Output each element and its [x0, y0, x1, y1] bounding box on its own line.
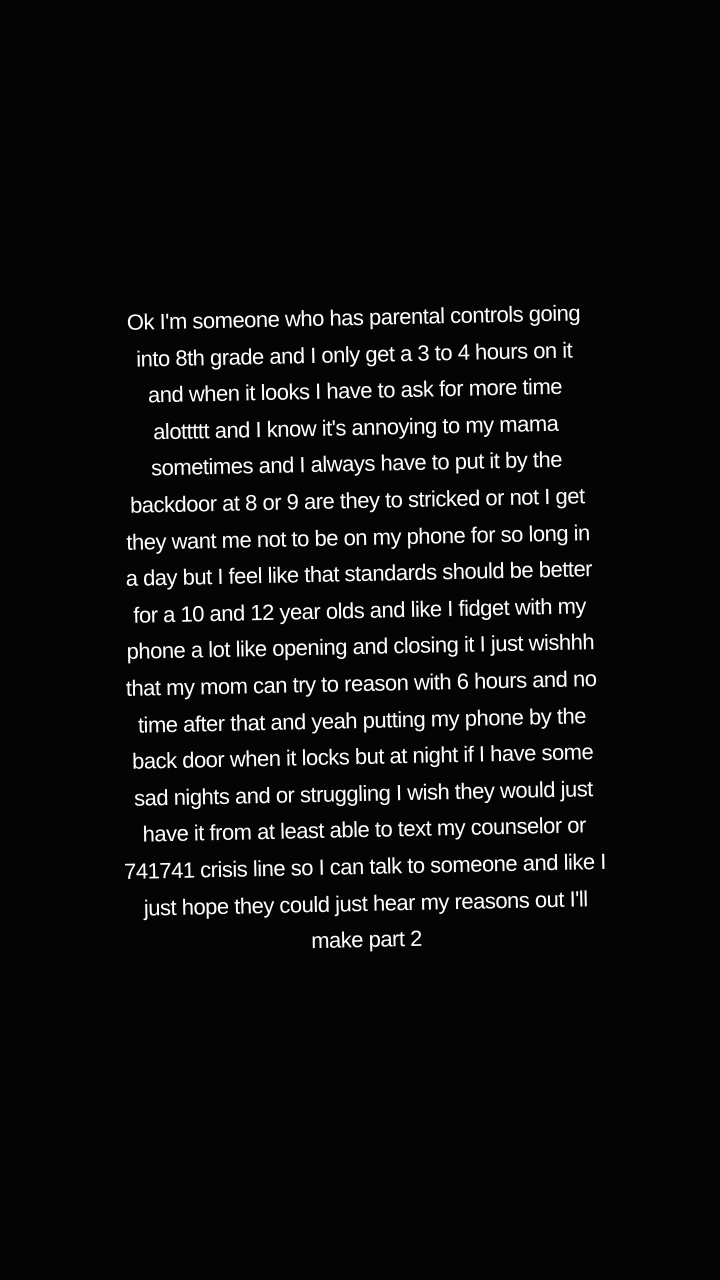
caption-line: just hope they could just hear my reasons out I'll: [143, 885, 588, 921]
caption-line: back door when it locks but at night if I have some: [131, 739, 594, 774]
caption-line: they want me not to be on my phone for so long in: [126, 519, 591, 555]
caption-line: make part 2: [310, 925, 423, 954]
caption-line: alottttt and I know it's annoying to my mama: [152, 410, 559, 445]
caption-line: that my mom can try to reason with 6 hours and no: [125, 665, 597, 701]
text-overlay-caption: [53, 294, 667, 965]
caption-line: a day but I feel like that standards should be better: [125, 556, 593, 592]
caption-line: for a 10 and 12 year olds and like I fidget with my: [133, 593, 587, 628]
caption-line: time after that and yeah putting my phone by the: [137, 702, 587, 738]
caption-line: backdoor at 8 or 9 are they to stricked or not I get: [129, 483, 585, 518]
caption-line: sad nights and or struggling I wish they would just: [133, 775, 594, 811]
caption-line: phone a lot like opening and closing it I just wishhh: [126, 629, 595, 665]
caption-line: and when it looks I have to ask for more time: [147, 373, 563, 408]
caption-line: Ok I'm someone who has parental controls going: [126, 300, 581, 335]
caption-line: into 8th grade and I only get a 3 to 4 hours on it: [135, 337, 573, 372]
caption-line: 741741 crisis line so I can talk to someone and like I: [123, 848, 607, 884]
caption-line: have it from at least able to text my counselor or: [142, 812, 587, 847]
caption-line: sometimes and I always have to put it by the: [150, 447, 563, 481]
